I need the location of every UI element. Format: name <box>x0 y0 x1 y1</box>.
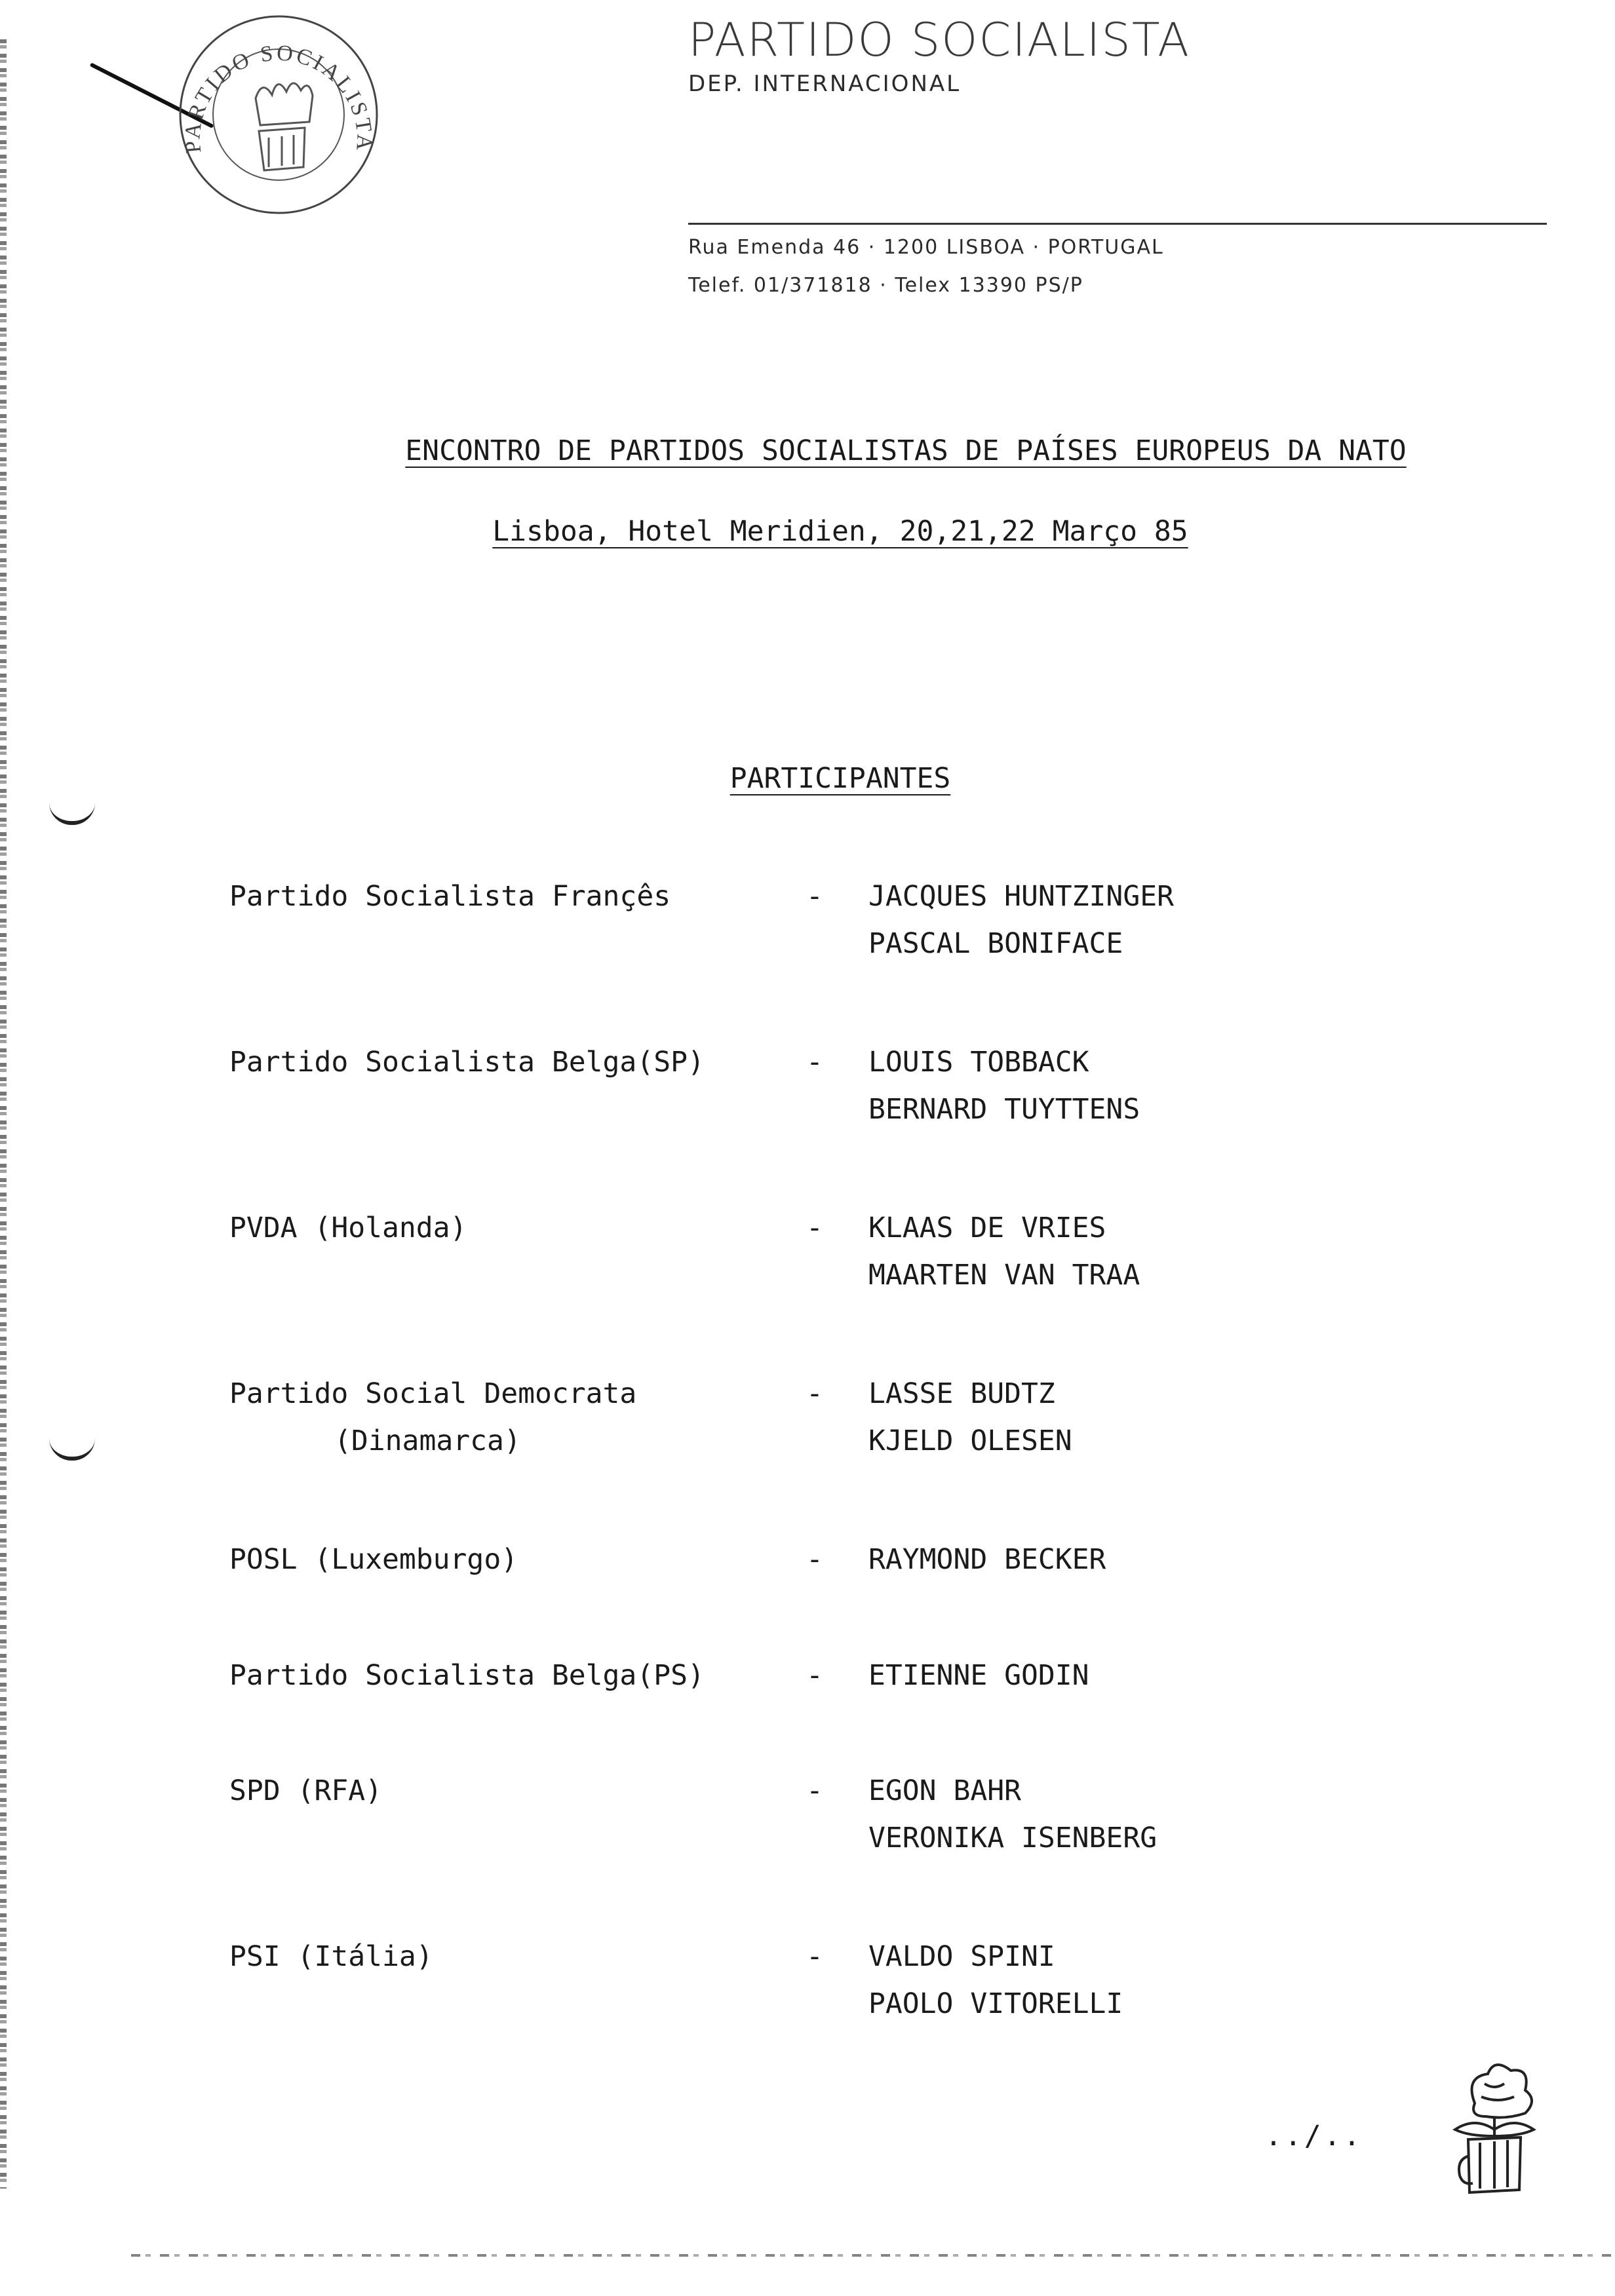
participant-name: BERNARD TUYTTENS <box>868 1093 1140 1126</box>
letterhead-department: DEP. INTERNACIONAL <box>688 71 962 97</box>
participant-name: PASCAL BONIFACE <box>868 927 1123 960</box>
party-name <box>229 1377 636 1457</box>
participants-heading <box>33 762 1615 795</box>
participant-name: JACQUES HUNTZINGER <box>868 880 1174 913</box>
participant-name: PAOLO VITORELLI <box>868 1987 1123 2020</box>
participant-names <box>868 880 1174 974</box>
party-logo-fist-rose-icon <box>1429 2057 1560 2202</box>
participant-names <box>868 1046 1140 1140</box>
letterhead-divider <box>688 223 1547 225</box>
letterhead-telephone: Telef. 01/371818 · Telex 13390 PS/P <box>688 274 1083 297</box>
participant-name: VALDO SPINI <box>868 1940 1055 1973</box>
punch-hole-mark <box>49 1438 95 1461</box>
row-dash: - <box>806 1543 823 1576</box>
party-seal-fist-icon <box>177 13 380 216</box>
participant-name: RAYMOND BECKER <box>868 1543 1106 1576</box>
row-dash: - <box>806 1940 823 1973</box>
party-name: PVDA (Holanda) <box>229 1212 467 1244</box>
party-name: PSI (Itália) <box>229 1940 433 1973</box>
row-dash: - <box>806 1046 823 1079</box>
party-name: Partido Socialista Belga(SP) <box>229 1046 705 1079</box>
party-name: POSL (Luxemburgo) <box>229 1543 518 1576</box>
meeting-place-date <box>33 515 1615 548</box>
party-name: SPD (RFA) <box>229 1774 382 1807</box>
punch-hole-mark <box>49 803 95 825</box>
letterhead-address: Rua Emenda 46 · 1200 LISBOA · PORTUGAL <box>688 236 1164 259</box>
participant-name: ETIENNE GODIN <box>868 1659 1089 1692</box>
participant-names <box>868 1659 1089 1706</box>
letterhead-title: PARTIDO SOCIALISTA <box>688 13 1191 67</box>
participant-name: MAARTEN VAN TRAA <box>868 1259 1140 1292</box>
participant-name: KLAAS DE VRIES <box>868 1212 1106 1244</box>
row-dash: - <box>806 880 823 913</box>
participant-names <box>868 1940 1123 2035</box>
participant-names <box>868 1774 1157 1869</box>
row-dash: - <box>806 1377 823 1410</box>
meeting-title-text: ENCONTRO DE PARTIDOS SOCIALISTAS DE PAÍSES EUROPEUS DA NATO <box>405 434 1407 467</box>
row-dash: - <box>806 1212 823 1244</box>
scan-edge-artifact <box>0 39 7 2189</box>
participant-name: VERONIKA ISENBERG <box>868 1822 1158 1854</box>
participants-heading-text: PARTICIPANTES <box>730 762 951 795</box>
party-name: Partido Socialista Françês <box>229 880 671 913</box>
participant-names <box>868 1212 1140 1306</box>
row-dash: - <box>806 1774 823 1807</box>
participant-name: LASSE BUDTZ <box>868 1377 1055 1410</box>
party-name-country: (Dinamarca) <box>334 1425 521 1457</box>
participant-names <box>868 1377 1072 1472</box>
party-name: Partido Socialista Belga(PS) <box>229 1659 705 1692</box>
meeting-title <box>98 434 1615 467</box>
participant-name: KJELD OLESEN <box>868 1425 1072 1457</box>
meeting-place-date-text: Lisboa, Hotel Meridien, 20,21,22 Março 85 <box>492 515 1188 548</box>
participant-name: EGON BAHR <box>868 1774 1021 1807</box>
seal-text: PARTIDO SOCIALISTA <box>180 41 377 155</box>
party-name-main: Partido Social Democrata <box>229 1377 637 1410</box>
svg-text:PARTIDO SOCIALISTA <box>180 41 376 154</box>
scan-edge-artifact-bottom <box>131 2254 1612 2257</box>
participant-names <box>868 1543 1106 1590</box>
row-dash: - <box>806 1659 823 1692</box>
participant-name: LOUIS TOBBACK <box>868 1046 1089 1079</box>
continuation-mark: ../.. <box>1265 2120 1363 2152</box>
